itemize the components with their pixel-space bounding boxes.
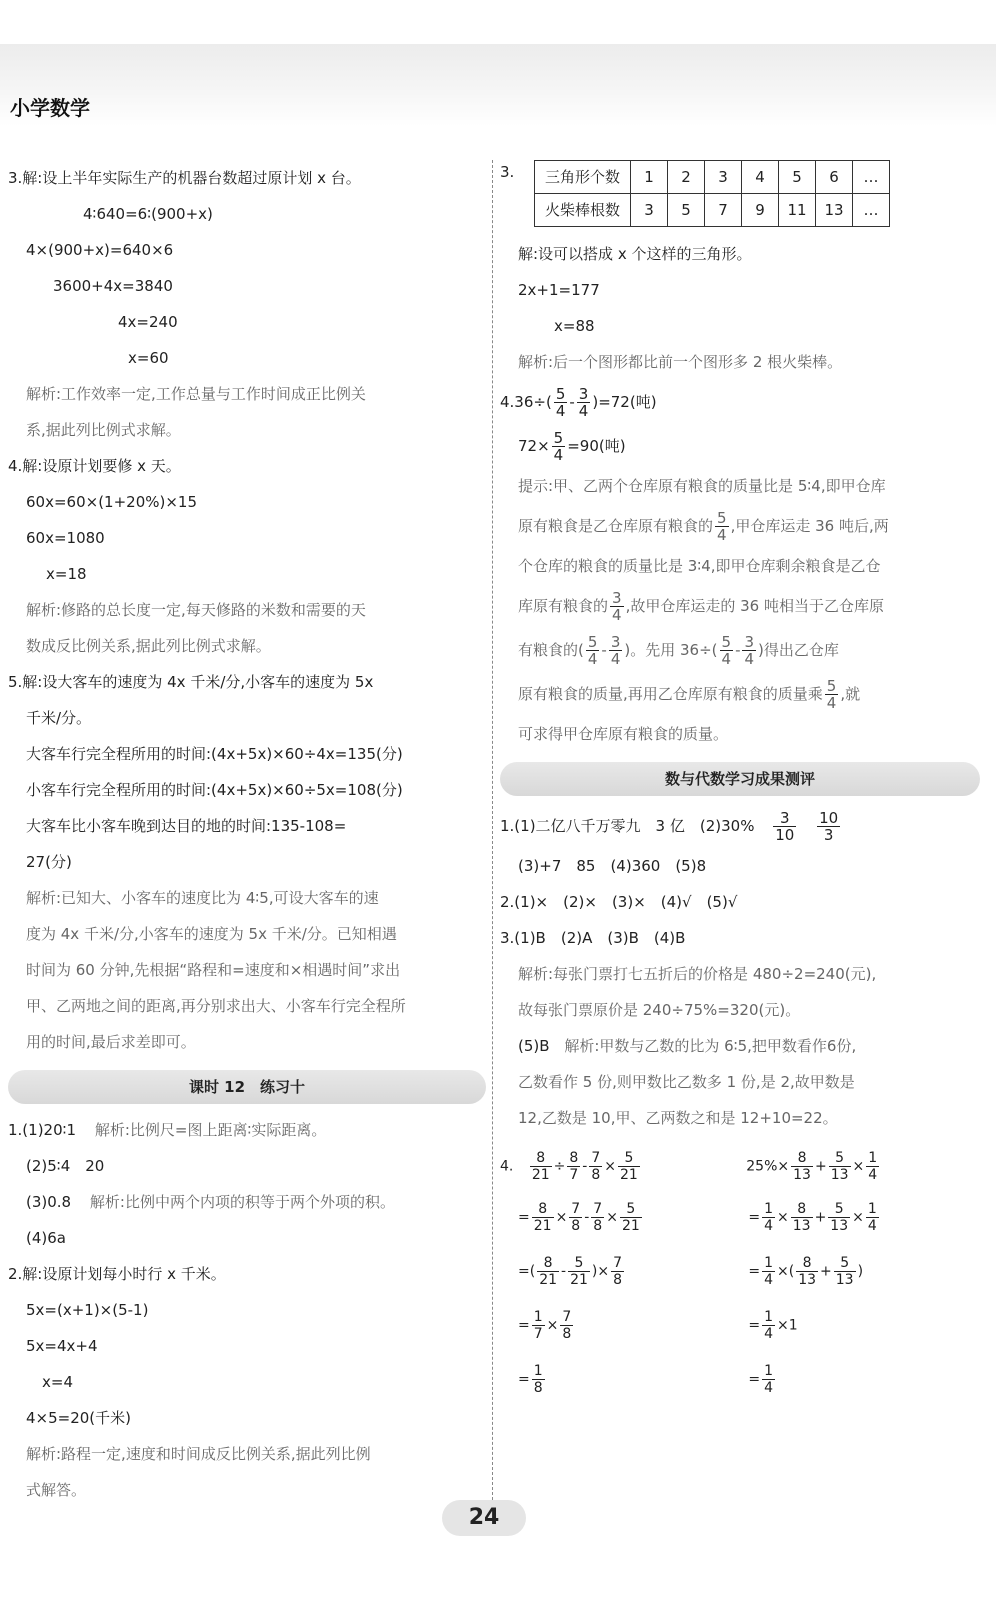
op-plus: + [814, 1158, 827, 1174]
t3-line [500, 1028, 980, 1064]
calc-row [500, 1298, 980, 1352]
paren: ) [591, 1263, 598, 1279]
fraction [568, 1255, 590, 1288]
numerator: 5 [826, 677, 837, 695]
book-title: 小学数学 [10, 96, 90, 120]
t1-line: (3)+7 85 (4)360 (5)8 [518, 857, 707, 875]
denominator: 4 [610, 650, 621, 668]
t3-line: 3.(1)B (2)A (3)B (4)B [500, 929, 686, 947]
calc-right [730, 1201, 980, 1234]
q5-line: 小客车行完全程所用的时间:(4x+5x)×60÷5x=108(分) [26, 781, 403, 799]
fraction [569, 1201, 582, 1234]
r-q3-step: x=88 [554, 317, 595, 335]
fraction [554, 386, 568, 419]
r-q4-text: =90(吨) [567, 437, 626, 455]
denominator: 7 [569, 1166, 579, 1183]
table-cell: 9 [742, 194, 779, 227]
t4-num: 4. [500, 1158, 514, 1174]
op-mul: × [852, 1158, 865, 1174]
numerator: 5 [721, 633, 732, 651]
ex2-note: 解析:路程一定,速度和时间成反比例关系,据此列比例 [26, 1445, 371, 1463]
note-text: ,故甲仓库运走的 36 吨相当于乙仓库原 [625, 597, 884, 615]
denominator: 4 [744, 650, 755, 668]
q5-note: 解析:已知大、小客车的速度比为 4∶5,可设大客车的速 [26, 889, 379, 907]
table-cell: 13 [816, 194, 853, 227]
q3-title: 3.解:设上半年实际生产的机器台数超过原计划 x 台。 [8, 169, 361, 187]
r-q3-num: 3. [500, 163, 515, 181]
numerator: 3 [773, 810, 796, 827]
t2-line: 2.(1)× (2)× (3)× (4)√ (5)√ [500, 893, 738, 911]
fraction [618, 1150, 640, 1183]
calc-row [500, 1352, 980, 1406]
r-q4-note: 可求得甲仓库原有粮食的质量。 [518, 725, 729, 743]
q4-step: 60x=1080 [26, 529, 105, 547]
denominator: 4 [764, 1325, 773, 1342]
numerator: 1 [533, 1362, 543, 1379]
numerator: 1 [764, 1200, 773, 1217]
q5-line: 大客车比小客车晚到达目的地的时间:135-108= [26, 817, 347, 835]
numerator: 3 [578, 385, 589, 403]
op-mul: × [604, 1158, 617, 1174]
op-minus: - [582, 1158, 588, 1174]
numerator: 8 [532, 1201, 554, 1218]
ex2-title: 2.解:设原计划每小时行 x 千米。 [8, 1265, 226, 1283]
op-div: ÷ [553, 1158, 566, 1174]
q5-note: 甲、乙两地之间的距离,再分别求出大、小客车行完全程所 [26, 997, 406, 1015]
numerator: 8 [530, 1150, 552, 1167]
ex1-line [8, 1112, 486, 1148]
table-cell: … [853, 194, 890, 227]
op-minus: - [584, 1209, 590, 1225]
numerator: 5 [834, 1255, 856, 1272]
denominator: 4 [867, 1217, 877, 1234]
percent: 25% [746, 1158, 778, 1174]
denominator: 8 [562, 1325, 572, 1342]
op-eq: = [518, 1209, 530, 1225]
r-q4-note [500, 628, 980, 672]
numerator: 8 [796, 1255, 818, 1272]
r-q3-step: 2x+1=177 [518, 281, 600, 299]
numerator: 5 [553, 429, 564, 447]
calc-left [500, 1255, 730, 1288]
numerator: 7 [571, 1200, 581, 1217]
fraction [773, 810, 796, 843]
op-eq: = [748, 1209, 761, 1225]
t4-calculations [500, 1142, 980, 1406]
calc-right [730, 1309, 980, 1342]
denominator: 21 [621, 1217, 640, 1234]
q3-step: x=60 [128, 349, 169, 367]
q5-note: 用的时间,最后求差即可。 [26, 1033, 196, 1051]
column-divider [492, 160, 493, 1505]
calc-row [500, 1190, 980, 1244]
numerator: 1 [764, 1308, 773, 1325]
triangle-matchstick-table [534, 160, 890, 227]
numerator: 1 [533, 1308, 543, 1325]
t3-note: 解析:甲数与乙数的比为 6∶5,把甲数看作6份, [564, 1037, 857, 1055]
table-cell: 5 [779, 161, 816, 194]
calc-row [500, 1142, 980, 1190]
denominator: 4 [553, 446, 564, 464]
denominator: 21 [533, 1217, 552, 1234]
op-eq: = [748, 1317, 761, 1333]
denominator: 4 [587, 650, 598, 668]
calc-right [714, 1150, 980, 1183]
denominator: 10 [775, 826, 795, 844]
op-mul: × [852, 1209, 864, 1225]
denominator: 8 [591, 1166, 601, 1183]
table-header-cell: 三角形个数 [535, 161, 631, 194]
denominator: 13 [792, 1217, 811, 1234]
left-column [8, 160, 486, 1508]
fraction [829, 1150, 851, 1183]
denominator: 13 [798, 1271, 817, 1288]
fraction [762, 1309, 775, 1342]
denominator: 4 [578, 402, 589, 420]
r-q3-note: 解析:后一个图形都比前一个图形多 2 根火柴棒。 [518, 353, 843, 371]
table-row [535, 161, 890, 194]
ex1-answer: (3)0.8 [26, 1193, 72, 1211]
calc-left [500, 1363, 730, 1396]
denominator: 4 [764, 1217, 773, 1234]
table-cell: 3 [631, 194, 668, 227]
op-minus: - [735, 641, 741, 659]
op-minus: - [601, 641, 607, 659]
calc-left [500, 1309, 730, 1342]
fraction [796, 1255, 818, 1288]
q3-step: 4×(900+x)=640×6 [26, 241, 174, 259]
right-column [500, 160, 980, 1406]
numerator: 3 [744, 633, 755, 651]
q4-step: 60x=60×(1+20%)×15 [26, 493, 197, 511]
calc-right [730, 1363, 980, 1396]
numerator: 7 [591, 1149, 601, 1166]
q5-line: 大客车行完全程所用的时间:(4x+5x)×60÷4x=135(分) [26, 745, 403, 763]
fraction [532, 1201, 554, 1234]
t3-note: 解析:每张门票打七五折后的价格是 480÷2=240(元), [518, 965, 877, 983]
denominator: 4 [868, 1166, 878, 1183]
denominator: 13 [830, 1166, 849, 1183]
denominator: 21 [570, 1271, 588, 1288]
op-mul: × [606, 1209, 618, 1225]
ex1-line [8, 1184, 486, 1220]
denominator: 8 [533, 1379, 543, 1396]
fraction [762, 1201, 775, 1234]
fraction [532, 1309, 545, 1342]
paren: ( [788, 1263, 795, 1279]
numerator: 5 [587, 633, 598, 651]
calc-left [500, 1150, 714, 1183]
t3-answer: (5)B [518, 1037, 550, 1055]
numerator: 8 [569, 1149, 579, 1166]
numerator: 5 [620, 1201, 642, 1218]
q3-step: 4x=240 [118, 313, 178, 331]
fraction [817, 810, 840, 843]
ex2-step: x=4 [42, 1373, 73, 1391]
op-minus: - [569, 393, 575, 411]
fraction [791, 1201, 813, 1234]
note-text: 原有粮食的质量,再用乙仓库原有粮食的质量乘 [518, 685, 823, 703]
paren: ) [857, 1263, 864, 1279]
fraction [742, 634, 756, 667]
numerator: 7 [593, 1200, 603, 1217]
denominator: 4 [612, 606, 622, 624]
ex2-step: 5x=(x+1)×(5-1) [26, 1301, 149, 1319]
numerator: 1 [867, 1200, 877, 1217]
fraction [762, 1363, 775, 1396]
q5-note: 时间为 60 分钟,先根据“路程和=速度和×相遇时间”求出 [26, 961, 401, 979]
q3-note: 系,据此列比例式求解。 [26, 421, 181, 439]
ex2-step: 5x=4x+4 [26, 1337, 98, 1355]
denominator: 8 [593, 1217, 603, 1234]
q5-title: 5.解:设大客车的速度为 4x 千米/分,小客车的速度为 5x [8, 673, 374, 691]
note-text: ,就 [840, 685, 861, 703]
fraction [586, 634, 600, 667]
t1-text: 1.(1)二亿八千万零九 3 亿 (2)30% [500, 817, 755, 835]
numerator: 5 [829, 1150, 851, 1167]
r-q4-note [500, 504, 980, 548]
q5-title: 千米/分。 [26, 709, 92, 727]
ex2-note: 式解答。 [26, 1481, 87, 1499]
fraction [834, 1255, 856, 1288]
denominator: 13 [835, 1271, 854, 1288]
numerator: 3 [612, 589, 622, 607]
r-q4-note [500, 584, 980, 628]
numerator: 1 [764, 1362, 773, 1379]
section-heading: 数与代数学习成果测评 [500, 762, 980, 796]
t3-note: 12,乙数是 10,甲、乙两数之和是 12+10=22。 [518, 1109, 838, 1127]
note-text: 原有粮食是乙仓库原有粮食的 [518, 517, 714, 535]
fraction [609, 634, 623, 667]
numerator: 5 [568, 1255, 590, 1272]
table-cell: 6 [816, 161, 853, 194]
denominator: 21 [531, 1166, 550, 1183]
note-text: 库原有粮食的 [518, 597, 609, 615]
r-q4-text: 4.36÷( [500, 393, 552, 411]
t1-line [500, 804, 980, 848]
ex1-note: 解析:比例中两个内项的积等于两个外项的积。 [89, 1193, 395, 1211]
table-cell: 3 [705, 161, 742, 194]
table-cell: 11 [779, 194, 816, 227]
denominator: 4 [717, 526, 727, 544]
section-heading: 课时 12 练习十 [8, 1070, 486, 1104]
denominator: 13 [793, 1166, 811, 1183]
fraction [552, 430, 566, 463]
r-q4-line2 [500, 424, 980, 468]
q3-note: 解析:工作效率一定,工作总量与工作时间成正比例关 [26, 385, 366, 403]
fraction [567, 1150, 580, 1183]
ex1-line: (4)6a [26, 1229, 66, 1247]
ex2-step: 4×5=20(千米) [26, 1409, 132, 1427]
denominator: 21 [539, 1271, 558, 1288]
numerator: 1 [764, 1254, 773, 1271]
denominator: 7 [533, 1325, 543, 1342]
ex1-line: (2)5∶4 20 [26, 1157, 105, 1175]
numerator: 5 [555, 385, 566, 403]
op-mul: × [597, 1263, 610, 1279]
op-eq: = [748, 1371, 761, 1387]
r-q4-note: 个仓库的粮食的质量比是 3∶4,即甲仓库剩余粮食是乙仓 [518, 557, 881, 575]
r-q4-text: )=72(吨) [592, 393, 657, 411]
page-number: 24 [442, 1500, 526, 1536]
op-eq: = [518, 1317, 530, 1333]
numerator: 3 [610, 633, 621, 651]
fraction [577, 386, 591, 419]
fraction [828, 1201, 850, 1234]
op-plus: + [814, 1209, 827, 1225]
ex1-note: 解析:比例尺=图上距离∶实际距离。 [94, 1121, 327, 1139]
denominator: 4 [826, 694, 837, 712]
fraction [560, 1309, 573, 1342]
numerator: 5 [618, 1150, 640, 1167]
denominator: 3 [823, 826, 834, 844]
table-row [535, 194, 890, 227]
ex1-answer: 1.(1)20∶1 [8, 1121, 77, 1139]
numerator: 7 [562, 1308, 572, 1325]
denominator: 4 [764, 1271, 773, 1288]
denominator: 4 [555, 402, 566, 420]
note-text: ,甲仓库运走 36 吨后,两 [730, 517, 889, 535]
number: 1 [788, 1317, 798, 1333]
t3-note: 故每张门票原价是 240÷75%=320(元)。 [518, 1001, 801, 1019]
r-q4-note: 提示:甲、乙两个仓库原有粮食的质量比是 5∶4,即甲仓库 [518, 477, 886, 495]
table-cell: 1 [631, 161, 668, 194]
op-eq: = [748, 1263, 761, 1279]
op-mul: × [777, 1263, 789, 1279]
r-q4-line1 [500, 380, 980, 424]
fraction [537, 1255, 559, 1288]
q4-note: 解析:修路的总长度一定,每天修路的米数和需要的天 [26, 601, 366, 619]
fraction [611, 1255, 624, 1288]
denominator: 8 [613, 1271, 623, 1288]
denominator: 13 [830, 1217, 849, 1234]
numerator: 1 [868, 1149, 878, 1166]
table-cell: … [853, 161, 890, 194]
fraction [532, 1363, 545, 1396]
q4-note: 数成反比例关系,据此列比例式求解。 [26, 637, 271, 655]
fraction [720, 634, 734, 667]
q4-step: x=18 [46, 565, 87, 583]
op-minus: - [561, 1263, 567, 1279]
fraction [620, 1201, 642, 1234]
fraction [610, 590, 624, 623]
table-header-cell: 火柴棒根数 [535, 194, 631, 227]
op-mul: × [777, 1317, 789, 1333]
denominator: 21 [620, 1166, 638, 1183]
note-text: )得出乙仓库 [758, 641, 839, 659]
r-q3-table-wrap [500, 160, 980, 236]
fraction [762, 1255, 775, 1288]
op-mul: × [555, 1209, 568, 1225]
header-banner [0, 44, 996, 126]
numerator: 5 [828, 1201, 850, 1218]
table-cell: 2 [668, 161, 705, 194]
t3-note: 乙数看作 5 份,则甲数比乙数多 1 份,是 2,故甲数是 [518, 1073, 855, 1091]
numerator: 8 [791, 1150, 813, 1167]
calc-left [500, 1201, 730, 1234]
q3-step: 4∶640=6∶(900+x) [83, 205, 213, 223]
calc-right [730, 1255, 980, 1288]
paren: ( [529, 1263, 536, 1279]
denominator: 4 [721, 650, 732, 668]
op-eq: = [518, 1371, 530, 1387]
numerator: 8 [791, 1201, 813, 1218]
q5-note: 度为 4x 千米/分,小客车的速度为 5x 千米/分。已知相遇 [26, 925, 397, 943]
fraction [825, 678, 839, 711]
r-q4-note [500, 672, 980, 716]
op-mul: × [546, 1317, 559, 1333]
calc-row [500, 1244, 980, 1298]
denominator: 8 [571, 1217, 581, 1234]
table-cell: 4 [742, 161, 779, 194]
fraction [791, 1150, 813, 1183]
numerator: 8 [537, 1255, 559, 1272]
table-cell: 7 [705, 194, 742, 227]
op-eq: = [518, 1263, 530, 1279]
fraction [866, 1150, 879, 1183]
op-mul: × [777, 1209, 789, 1225]
fraction [715, 510, 729, 543]
denominator: 4 [764, 1379, 773, 1396]
numerator: 5 [717, 509, 727, 527]
fraction [530, 1150, 552, 1183]
r-q3-sol: 解:设可以搭成 x 个这样的三角形。 [518, 245, 752, 263]
fraction [591, 1201, 604, 1234]
note-text: 有粮食的( [518, 641, 584, 659]
fraction [589, 1150, 602, 1183]
r-q4-text: 72× [518, 437, 550, 455]
numerator: 10 [819, 809, 839, 827]
op-mul: × [777, 1158, 790, 1174]
fraction [866, 1201, 879, 1234]
op-plus: + [820, 1263, 832, 1279]
table-cell: 5 [668, 194, 705, 227]
q3-step: 3600+4x=3840 [53, 277, 173, 295]
q4-title: 4.解:设原计划要修 x 天。 [8, 457, 181, 475]
numerator: 7 [613, 1254, 623, 1271]
note-text: )。先用 36÷( [624, 641, 718, 659]
q5-line: 27(分) [26, 853, 72, 871]
